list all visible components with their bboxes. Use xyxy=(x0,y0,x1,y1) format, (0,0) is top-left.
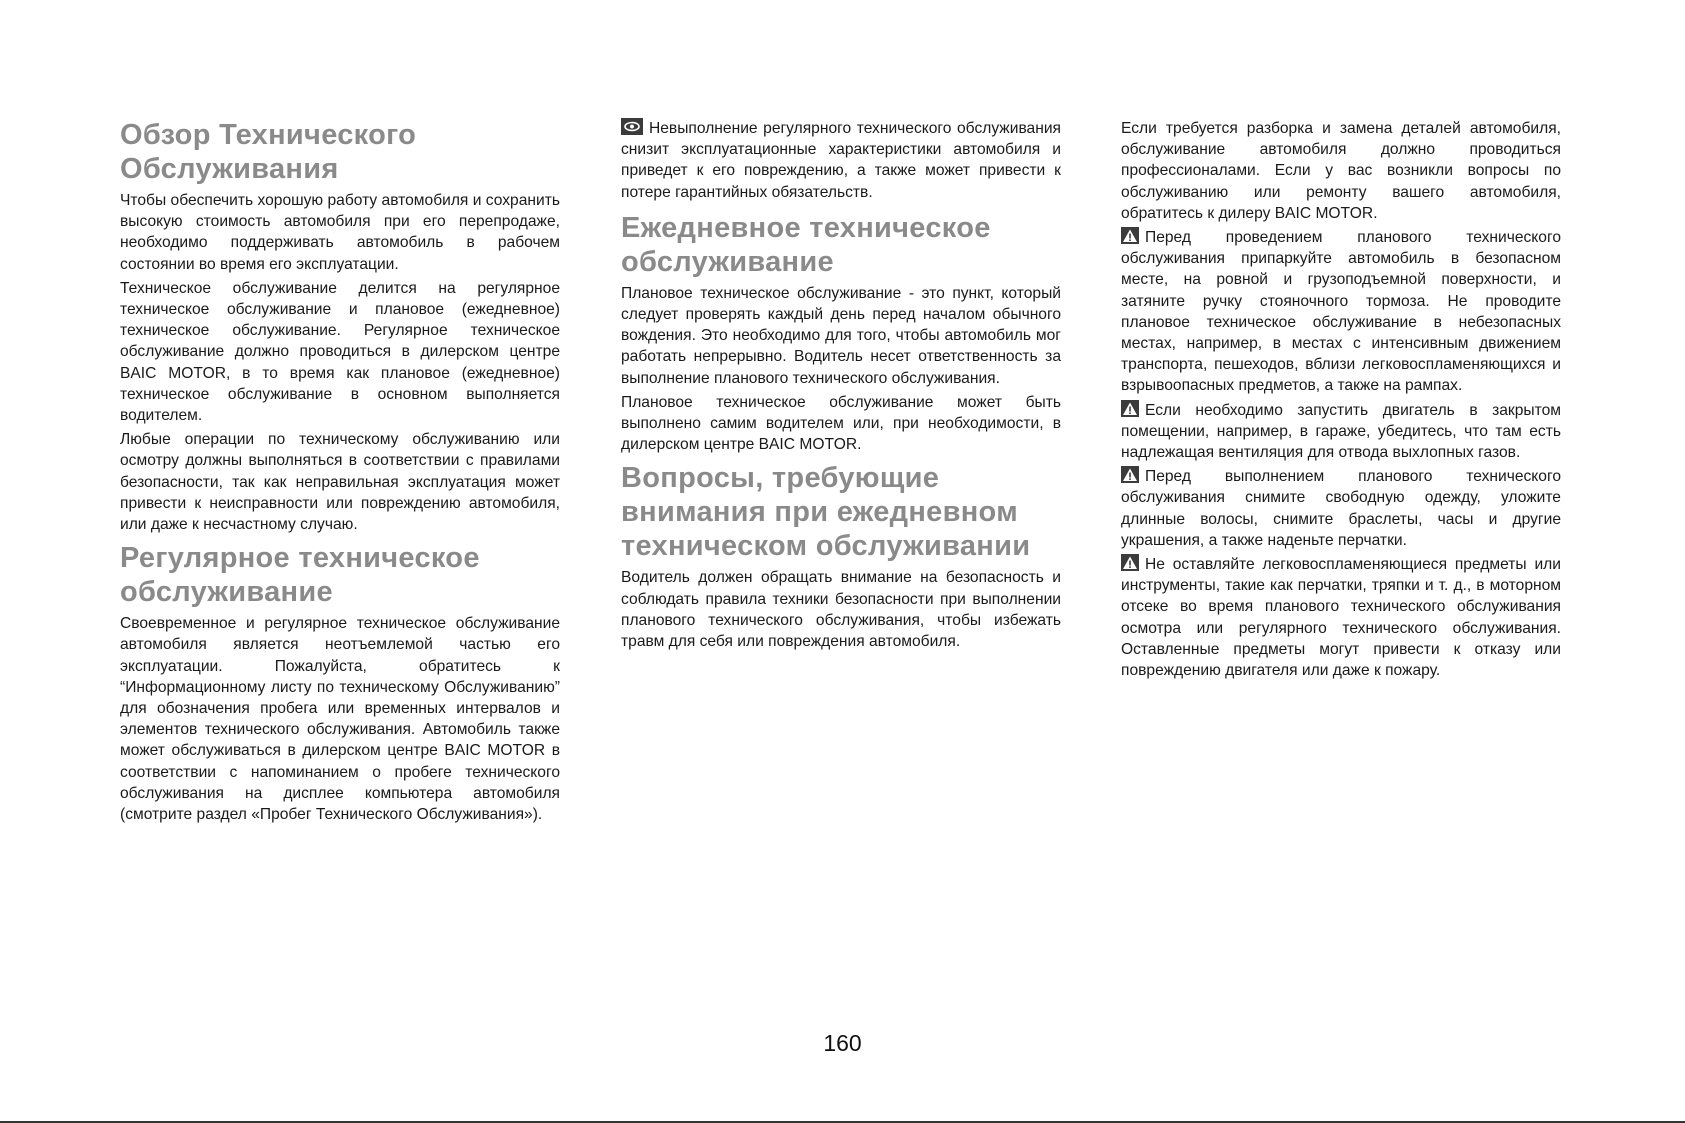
column-middle xyxy=(621,118,1061,655)
paragraph-intro: Чтобы обеспечить хорошую работу автомобиля и сохранить высокую стоимость автомобиля при его перепродаже, необходимо поддерживать автомобиль в рабочем состоянии во время его эксплуатации. xyxy=(120,192,560,273)
paragraph-safety-rules: Любые операции по техническому обслуживанию или осмотру должны выполняться в соответствии с правилами безопасности, так как неправильная эксплуатация может привести к неисправности или повреждению автомобиля, или даже к несчастному случаю. xyxy=(120,431,560,534)
paragraph-professional-service: Если требуется разборка и замена деталей автомобиля, обслуживание автомобиля должно проводиться профессионалами. Если у вас возникли вопросы по обслуживанию или ремонту вашего автомобиля, обратитесь к дилеру BAIC MOTOR. xyxy=(1121,120,1561,222)
warning-icon xyxy=(1121,227,1139,244)
paragraph-regular-maintenance: Своевременное и регулярное техническое обслуживание автомобиля является неотъемлемой частью его эксплуатации. Пожалуйста, обратитесь к “Информационному листу по техническому Обслуживанию” для обозначения пробега или временных интервалов и элементов технического обслуживания. Автомобиль также может обслуживаться в дилерском центре BAIC MOTOR в соответствии с напоминанием о пробеге технического обслуживания на дисплее компьютера автомобиля (смотрите раздел «Пробег Технического Обслуживания»). xyxy=(120,615,560,824)
warning-icon xyxy=(1121,554,1139,571)
warning-ventilation xyxy=(1121,400,1561,464)
warning-clothing xyxy=(1121,466,1561,551)
warning-icon xyxy=(1121,466,1139,483)
heading-daily-maintenance: Ежедневное техническое обслуживание xyxy=(621,211,991,278)
column-right xyxy=(1121,118,1561,684)
note-warranty xyxy=(621,118,1061,203)
warning-icon xyxy=(1121,400,1139,417)
paragraph-who-performs: Плановое техническое обслуживание может быть выполнено самим водителем или, при необходимости, в дилерском центре BAIC MOTOR. xyxy=(621,393,1061,454)
warning-parking-text: Перед проведением планового технического обслуживания припаркуйте автомобиль в безопасном месте, на ровной и грузоподъемной поверхности, и затяните ручку стояночного тормоза. Не проводите плановое техническое обслуживание в небезопасных местах, например, в местах с интенсивным движением транспорта, пешеходов, вблизи легковоспламеняющихся и взрывоопасных предметов, а также на рампах. xyxy=(1121,229,1561,395)
note-warranty-text: Невыполнение регулярного технического обслуживания снизит эксплуатационные характеристики автомобиля и приведет к его повреждению, а также может привести к потере гарантийных обязательств. xyxy=(621,120,1061,201)
warning-clothing-text: Перед выполнением планового технического обслуживания снимите свободную одежду, уложите длинные волосы, снимите браслеты, часы и другие украшения, а также наденьте перчатки. xyxy=(1121,468,1561,549)
heading-attention-issues: Вопросы, требующие внимания при ежедневном техническом обслуживании xyxy=(621,462,1031,563)
page-number: 160 xyxy=(823,1030,862,1056)
warning-parking xyxy=(1121,227,1561,397)
paragraph-driver-safety: Водитель должен обращать внимание на безопасность и соблюдать правила техники безопасности при выполнении планового технического обслуживания, чтобы избежать травм для себя или повреждения автомобиля. xyxy=(621,569,1061,651)
heading-maintenance-overview: Обзор Технического Обслуживания xyxy=(120,119,417,185)
paragraph-daily-maintenance: Плановое техническое обслуживание - это пункт, который следует проверять каждый день перед началом обычного вождения. Это необходимо для того, чтобы автомобиль мог работать непрерывно. Водитель несет ответственность за выполнение планового технического обслуживания. xyxy=(621,284,1061,387)
warning-flammable xyxy=(1121,554,1561,681)
column-left xyxy=(120,118,560,828)
paragraph-maintenance-types: Техническое обслуживание делится на регулярное техническое обслуживание и плановое (ежедневное) техническое обслуживание. Регулярное техническое обслуживание должно проводиться в дилерском центре BAIC MOTOR, в то время как плановое (ежедневное) техническое обслуживание в основном выполняется водителем. xyxy=(120,279,560,425)
note-icon xyxy=(621,118,643,135)
heading-regular-maintenance: Регулярное техническое обслуживание xyxy=(120,542,480,609)
warning-ventilation-text: Если необходимо запустить двигатель в закрытом помещении, например, в гараже, убедитесь, что там есть надлежащая вентиляция для отвода выхлопных газов. xyxy=(1121,401,1561,462)
warning-flammable-text: Не оставляйте легковоспламеняющиеся предметы или инструменты, такие как перчатки, тряпки и т. д., в моторном отсеке во время планового технического обслуживания осмотра или регулярного технического обслуживания. Оставленные предметы могут привести к отказу или повреждению двигателя или даже к пожару. xyxy=(1121,556,1561,680)
